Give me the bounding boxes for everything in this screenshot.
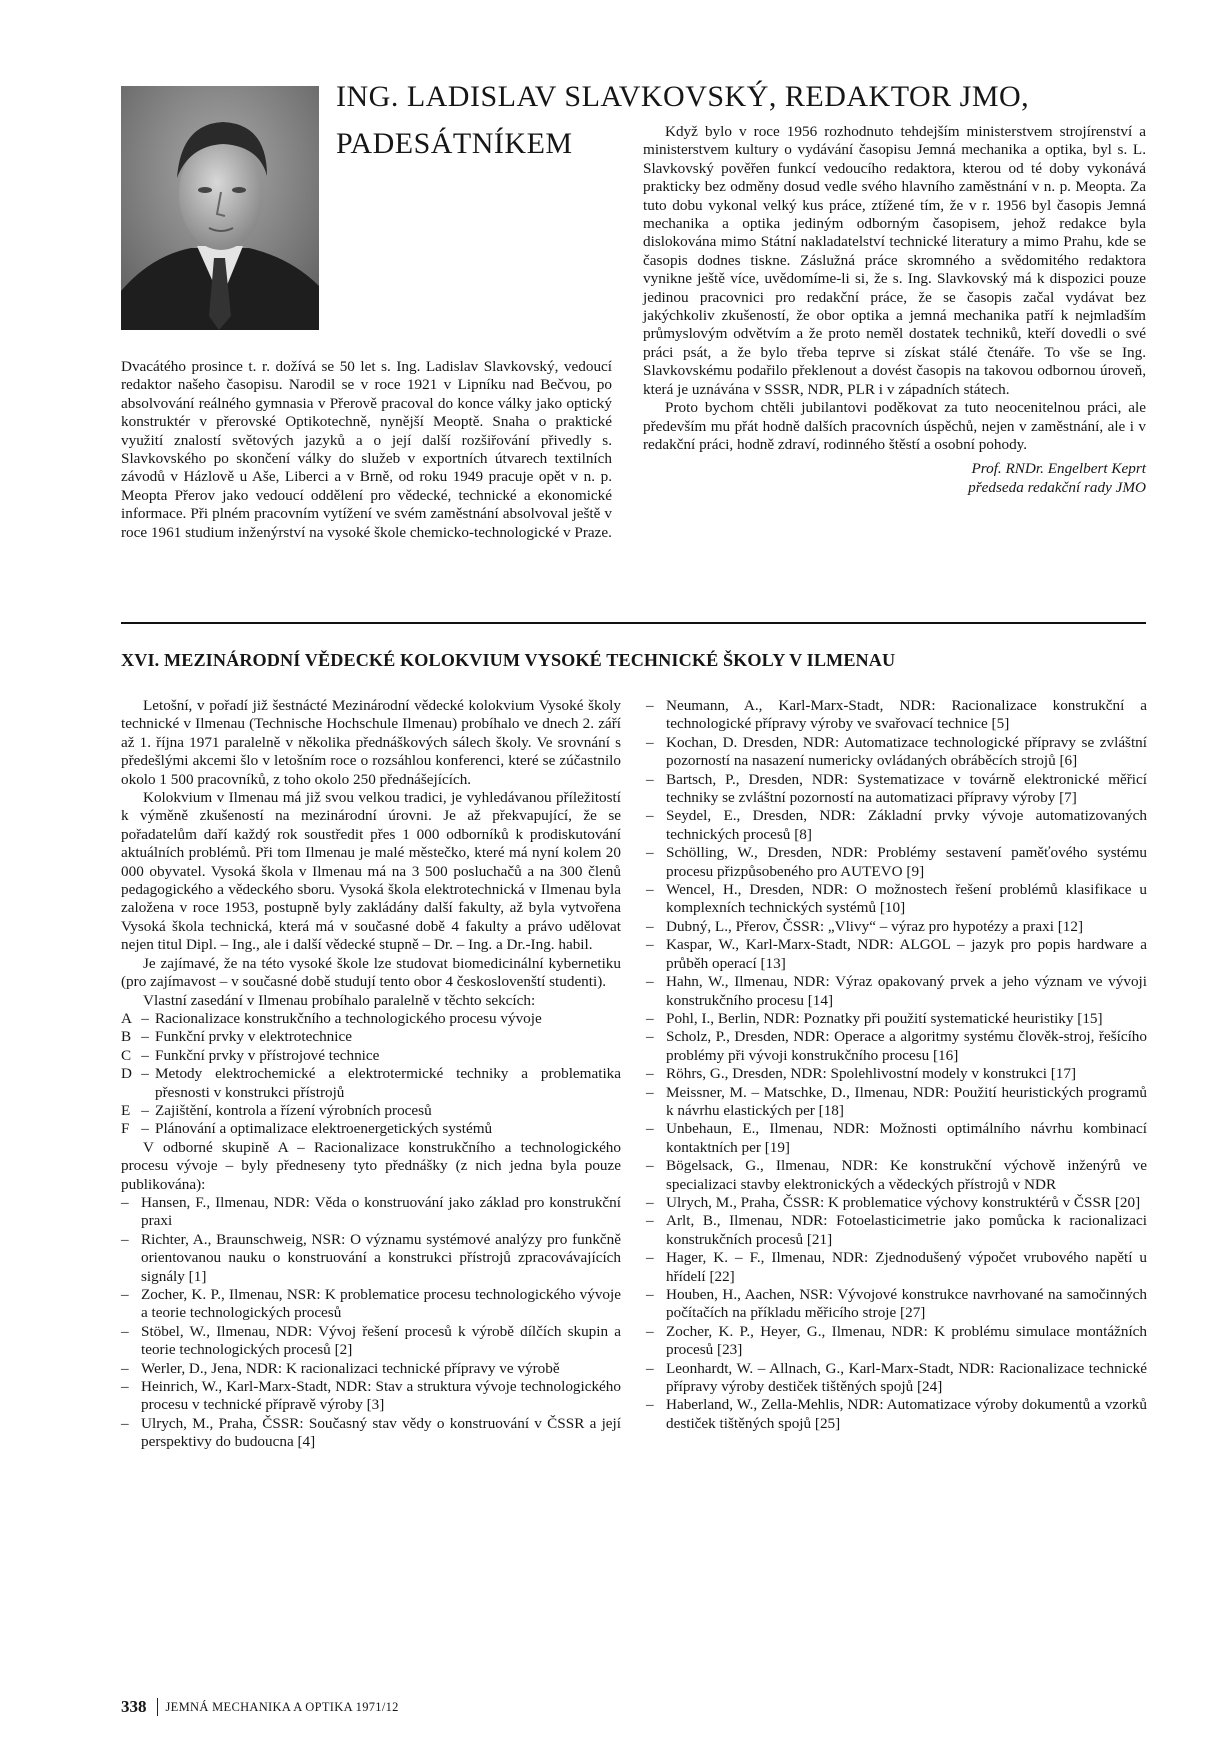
lecture-text: Arlt, B., Ilmenau, NDR: Fotoelasticimetrie jako pomůcka k racionalizaci konstrukčních procesů [21] xyxy=(666,1212,1147,1248)
lecture-text: Stöbel, W., Ilmenau, NDR: Vývoj řešení procesů k výrobě dílčích skupin a teorie technologických procesů [2] xyxy=(141,1322,621,1359)
lecture-text: Pohl, I., Berlin, NDR: Poznatky při použití systematické heuristiky [15] xyxy=(666,1009,1103,1027)
lecture-item: – Unbehaun, E., Ilmenau, NDR: Možnosti optimálního návrhu kombinací kontaktních per [19] xyxy=(646,1120,1147,1156)
lecture-item: – Wencel, H., Dresden, NDR: O možnostech řešení problémů klasifikace u komplexních technických systémů [10] xyxy=(646,881,1147,917)
lecture-text: Zocher, K. P., Ilmenau, NSR: K problematice procesu technologického vývoje a teorie technologických procesů xyxy=(141,1286,621,1322)
signature-name: Prof. RNDr. Engelbert Keprt xyxy=(971,460,1146,478)
lecture-item: – Bögelsack, G., Ilmenau, NDR: Ke konstrukční výchově inženýrů ve specializaci stavby elektronických a vědeckých přístrojů v NDR xyxy=(646,1157,1147,1193)
lecture-item: – Leonhardt, W. – Allnach, G., Karl-Marx-Stadt, NDR: Racionalizace technické přípravy výroby destiček tištěných spojů [24] xyxy=(646,1359,1147,1396)
section-text: Zajištění, kontrola a řízení výrobních procesů xyxy=(155,1101,432,1119)
lecture-text: Dubný, L., Přerov, ČSSR: „Vlivy“ – výraz pro hypotézy a praxi [12] xyxy=(666,917,1084,935)
lecture-text: Scholz, P., Dresden, NDR: Operace a algoritmy systému člověk-stroj, řešícího problémy při vývoji konstrukčního procesu [16] xyxy=(666,1028,1147,1064)
lecture-text: Heinrich, W., Karl-Marx-Stadt, NDR: Stav a struktura vývoje technologického procesu v technické přípravě výroby [3] xyxy=(141,1378,621,1414)
anniversary-left-column xyxy=(121,358,612,542)
section-key: C xyxy=(121,1046,132,1064)
section-text: Plánování a optimalizace elektroenergetických systémů xyxy=(155,1120,493,1138)
anniversary-paragraph-2: Proto bychom chtěli jubilantovi poděkovat za tuto neocenitelnou práci, ale především mu přát hodně dalších pracovních úspěchů, nejen v zaměstnání, ale i v redakční práci, hodně zdraví, rodinného štěstí a osobní pohody. xyxy=(643,399,1146,453)
colloquium-paragraph-4: Vlastní zasedání v Ilmenau probíhalo paralelně v těchto sekcích: xyxy=(143,991,536,1009)
colloquium-heading: XVI. MEZINÁRODNÍ VĚDECKÉ KOLOKVIUM VYSOKÉ TECHNICKÉ ŠKOLY V ILMENAU xyxy=(121,650,896,670)
article-title-line2: PADESÁTNÍKEM xyxy=(336,127,573,160)
lecture-item: – Arlt, B., Ilmenau, NDR: Fotoelasticimetrie jako pomůcka k racionalizaci konstrukčních procesů [21] xyxy=(646,1212,1147,1248)
portrait-photo xyxy=(121,86,319,330)
section-item: E – Zajištění, kontrola a řízení výrobních procesů xyxy=(121,1102,621,1120)
section-item: C – Funkční prvky v přístrojové technice xyxy=(121,1047,621,1065)
lecture-item: – Houben, H., Aachen, NSR: Vývojové konstrukce navrhované na samočinných počítačích na příkladu měřicího stroje [27] xyxy=(646,1286,1147,1322)
lecture-text: Werler, D., Jena, NDR: K racionalizaci technické přípravy ve výrobě xyxy=(141,1359,560,1377)
section-divider xyxy=(121,622,1146,624)
colloquium-paragraph-1: Letošní, v pořadí již šestnácté Mezinárodní vědecké kolokvium Vysoké školy technické v Ilmenau (Technische Hochschule Ilmenau) probíhalo ve dnech 2. září až 1. října 1971 paralelně v několika přednáškových sálech školy. Ve srovnání s předešlými akcemi šlo v letošním roce o rozsáhlou konferenci, které se zúčastnilo okolo 1 500 pracovníků, z toho okolo 250 přednášejících. xyxy=(121,697,621,788)
lecture-text: Hansen, F., Ilmenau, NDR: Věda o konstruování jako základ pro konstrukční praxi xyxy=(141,1193,621,1230)
lecture-item: – Meissner, M. – Matschke, D., Ilmenau, NDR: Použití heuristických programů k návrhu elastických per [18] xyxy=(646,1083,1147,1119)
lecture-list-left xyxy=(121,1194,621,1452)
lecture-item: – Werler, D., Jena, NDR: K racionalizaci technické přípravy ve výrobě xyxy=(121,1360,621,1378)
colloquium-paragraph-2: Kolokvium v Ilmenau má již svou velkou tradici, je vyhledávanou příležitostí k výměně zkušeností na mezinárodní úrovni. Je až překvapující, že se pořadatelům daří každý rok soustředit přes 1 000 odborníků k prodiskutování aktuálních problémů. Při tom Ilmenau je malé městečko, které má nyní kolem 20 000 obyvatel. Vysoká škola v Ilmenau má na 3 500 posluchačů a na 300 členů pedagogického a vědeckého sboru. Vysoká škola elektrotechnická v Ilmenau byla založena v roce 1953, postupně byly zakládány další fakulty, až byla vytvořena Vysoká škola technická, která má v současné době 4 fakulty a právo udělovat nejen titul Dipl. – Ing., ale i další vědecké stupně – Dr. – Ing. a Dr.-Ing. habil. xyxy=(121,789,621,954)
lecture-text: Wencel, H., Dresden, NDR: O možnostech řešení problémů klasifikace u komplexních technických systémů [10] xyxy=(666,881,1147,917)
journal-name: JEMNÁ MECHANIKA A OPTIKA 1971/12 xyxy=(165,1699,399,1714)
lecture-item: – Richter, A., Braunschweig, NSR: O významu systémové analýzy pro funkčně orientovanou nauku o konstruování a konstrukci přístrojů zpracovávajících signály [1] xyxy=(121,1230,621,1285)
section-text: Funkční prvky v přístrojové technice xyxy=(155,1046,380,1064)
section-text: Funkční prvky v elektrotechnice xyxy=(155,1028,352,1046)
section-item: D – Metody elektrochemické a elektrotermické techniky a problematika přesnosti v konstrukci přístrojů xyxy=(121,1065,621,1101)
lecture-text: Röhrs, G., Dresden, NDR: Spolehlivostní modely v konstrukci [17] xyxy=(666,1065,1077,1083)
lecture-item: – Schölling, W., Dresden, NDR: Problémy sestavení paměťového systému procesu přizpůsobeného pro AUTEVO [9] xyxy=(646,844,1147,880)
lecture-item: – Stöbel, W., Ilmenau, NDR: Vývoj řešení procesů k výrobě dílčích skupin a teorie technologických procesů [2] xyxy=(121,1322,621,1359)
lecture-item: – Heinrich, W., Karl-Marx-Stadt, NDR: Stav a struktura vývoje technologického procesu v technické přípravě výroby [3] xyxy=(121,1378,621,1414)
anniversary-intro-paragraph: Dvacátého prosince t. r. dožívá se 50 let s. Ing. Ladislav Slavkovský, vedoucí redaktor našeho časopisu. Narodil se v roce 1921 v Lipníku nad Bečvou, po absolvování reálného gymnasia v Přerově pracoval do konce války jako optický konstruktér v přerovské Optikotechně, nynější Meoptě. Snaha o praktické využití znalostí světových jazyků a o její další rozšiřování přivedly s. Slavkovského po skončení války do služeb v exportních útvarech textilních závodů v Házlově u Aše, Liberci a v Brně, od roku 1949 pracuje opět v n. p. Meopta Přerov jako vedoucí oddělení pro vědecké, technické a ekonomické informace. Při plném pracovním vytížení ve svém zaměstnání absolvoval ještě v roce 1961 studium inženýrství na vysoké škole chemicko-technologické v Praze. xyxy=(121,358,612,541)
section-item: F – Plánování a optimalizace elektroenergetických systémů xyxy=(121,1120,621,1138)
lecture-item: – Kochan, D. Dresden, NDR: Automatizace technologické přípravy se zvláštní pozorností na nasazení numericky ovládaných obráběcích strojů [6] xyxy=(646,733,1147,770)
lecture-text: Hager, K. – F., Ilmenau, NDR: Zjednodušený výpočet vrubového napětí u hřídelí [22] xyxy=(666,1249,1147,1285)
lecture-item: – Ulrych, M., Praha, ČSSR: Současný stav vědy o konstruování v ČSSR a její perspektivy do budoucna [4] xyxy=(121,1414,621,1451)
section-key: D xyxy=(121,1065,132,1083)
page-number: 338 xyxy=(121,1697,147,1716)
signature-block xyxy=(643,460,1146,497)
lecture-item: – Seydel, E., Dresden, NDR: Základní prvky vývoje automatizovaných technických procesů [8] xyxy=(646,807,1147,843)
colloquium-paragraph-3: Je zajímavé, že na této vysoké škole lze studovat biomedicinální kybernetiku (pro zajímavost – v současné době studují tento obor 4 českoslovenští studenti). xyxy=(121,954,621,991)
section-item: A – Racionalizace konstrukčního a technologického procesu vývoje xyxy=(121,1010,621,1028)
lecture-text: Hahn, W., Ilmenau, NDR: Výraz opakovaný prvek a jeho význam ve vývoji konstrukčního procesu [14] xyxy=(666,973,1147,1009)
section-text: Racionalizace konstrukčního a technologického procesu vývoje xyxy=(155,1009,542,1027)
lecture-text: Meissner, M. – Matschke, D., Ilmenau, NDR: Použití heuristických programů k návrhu elastických per [18] xyxy=(666,1083,1147,1119)
lecture-text: Zocher, K. P., Heyer, G., Ilmenau, NDR: K problému simulace montážních procesů [23] xyxy=(666,1322,1147,1359)
lecture-item: – Hahn, W., Ilmenau, NDR: Výraz opakovaný prvek a jeho význam ve vývoji konstrukčního procesu [14] xyxy=(646,973,1147,1009)
lecture-text: Neumann, A., Karl-Marx-Stadt, NDR: Racionalizace konstrukční a technologické přípravy výroby ve svařovací technice [5] xyxy=(666,697,1147,733)
lecture-text: Bögelsack, G., Ilmenau, NDR: Ke konstrukční výchově inženýrů ve specializaci stavby elektronických a vědeckých přístrojů v NDR xyxy=(666,1157,1147,1193)
lecture-text: Ulrych, M., Praha, ČSSR: Současný stav vědy o konstruování v ČSSR a její perspektivy do budoucna [4] xyxy=(141,1414,621,1451)
footer-separator xyxy=(157,1698,158,1716)
colloquium-left-column xyxy=(121,697,621,1452)
page-footer xyxy=(121,1697,399,1717)
lecture-item: – Haberland, W., Zella-Mehlis, NDR: Automatizace výroby dokumentů a vzorků destiček tištěných spojů [25] xyxy=(646,1396,1147,1432)
lecture-text: Kaspar, W., Karl-Marx-Stadt, NDR: ALGOL – jazyk pro popis hardware a průběh operací [13] xyxy=(666,936,1147,972)
section-key: A xyxy=(121,1009,132,1027)
lecture-text: Schölling, W., Dresden, NDR: Problémy sestavení paměťového systému procesu přizpůsobeného pro AUTEVO [9] xyxy=(666,844,1147,880)
section-text: Metody elektrochemické a elektrotermické techniky a problematika přesnosti v konstrukci přístrojů xyxy=(155,1065,621,1101)
lecture-list-right xyxy=(646,697,1147,1433)
signature-role: předseda redakční rady JMO xyxy=(968,478,1146,496)
anniversary-right-column xyxy=(643,123,1146,497)
anniversary-paragraph-1: Když bylo v roce 1956 rozhodnuto tehdejším ministerstvem strojírenství a ministerstvem kultury o vydávání časopisu Jemná mechanika a optika, byl s. L. Slavkovský pověřen funkcí vedoucího redaktora, kterou od té doby vykonává prakticky bez odměny dosud vedle svého hlavního zaměstnání v n. p. Meopta. Za tuto dobu vykonal velký kus práce, ztížené tím, že v r. 1956 byl časopis Jemná mechanika a optika jediným odborným časopisem, jehož redakce byla dislokována mimo Státní nakladatelství technické literatury a mimo Prahu, kde se časopis dodnes tiskne. Záslužná práce skromného a svědomitého redaktora vynikne ještě více, uvědomíme-li si, že s. Ing. Slavkovský má k dispozici pouze jedinou pracovnici pro redakční práce, že se časopis začal vydávat bez jakýchkoliv zkušeností, že obor optika a jemná mechanika patří k nejmladším průmyslovým odvětvím a že proto neměl dostatek techniků, kteří dovedli o své práci psát, a že bylo třeba teprve si získat stálé čtenáře. To vše se Ing. Slavkovskému podařilo překlenout a dovést časopis na takovou odbornou úroveň, která je uznávána v SSSR, NDR, PLR i v západních státech. xyxy=(643,123,1146,398)
lecture-item: – Bartsch, P., Dresden, NDR: Systematizace v továrně elektronické měřicí techniky se zvláštní pozorností na automatizaci přípravy výroby [7] xyxy=(646,770,1147,807)
article-title-line1: ING. LADISLAV SLAVKOVSKÝ, REDAKTOR JMO, xyxy=(336,80,1030,113)
section-key: E xyxy=(121,1101,131,1119)
lecture-text: Houben, H., Aachen, NSR: Vývojové konstrukce navrhované na samočinných počítačích na příkladu měřicího stroje [27] xyxy=(666,1286,1147,1322)
lecture-item: – Hansen, F., Ilmenau, NDR: Věda o konstruování jako základ pro konstrukční praxi xyxy=(121,1193,621,1230)
colloquium-right-column xyxy=(646,697,1147,1433)
lecture-item: – Röhrs, G., Dresden, NDR: Spolehlivostní modely v konstrukci [17] xyxy=(646,1065,1147,1083)
lecture-text: Bartsch, P., Dresden, NDR: Systematizace v továrně elektronické měřicí techniky se zvláštní pozorností na automatizaci přípravy výroby [7] xyxy=(666,770,1147,807)
sections-list xyxy=(121,1010,621,1139)
lecture-item: – Neumann, A., Karl-Marx-Stadt, NDR: Racionalizace konstrukční a technologické přípravy výroby ve svařovací technice [5] xyxy=(646,697,1147,733)
lecture-text: Haberland, W., Zella-Mehlis, NDR: Automatizace výroby dokumentů a vzorků destiček tištěných spojů [25] xyxy=(666,1396,1147,1432)
section-item: B – Funkční prvky v elektrotechnice xyxy=(121,1028,621,1046)
section-key: B xyxy=(121,1028,132,1046)
lecture-item: – Scholz, P., Dresden, NDR: Operace a algoritmy systému člověk-stroj, řešícího problémy při vývoji konstrukčního procesu [16] xyxy=(646,1028,1147,1064)
lecture-item: – Ulrych, M., Praha, ČSSR: K problematice výchovy konstruktérů v ČSSR [20] xyxy=(646,1194,1147,1212)
lecture-item: – Dubný, L., Přerov, ČSSR: „Vlivy“ – výraz pro hypotézy a praxi [12] xyxy=(646,918,1147,936)
lecture-item: – Pohl, I., Berlin, NDR: Poznatky při použití systematické heuristiky [15] xyxy=(646,1010,1147,1028)
lecture-text: Ulrych, M., Praha, ČSSR: K problematice výchovy konstruktérů v ČSSR [20] xyxy=(666,1193,1141,1211)
lecture-item: – Kaspar, W., Karl-Marx-Stadt, NDR: ALGOL – jazyk pro popis hardware a průběh operací [13] xyxy=(646,936,1147,972)
lecture-text: Leonhardt, W. – Allnach, G., Karl-Marx-Stadt, NDR: Racionalizace technické přípravy výroby destiček tištěných spojů [24] xyxy=(666,1359,1147,1396)
lecture-item: – Zocher, K. P., Ilmenau, NSR: K problematice procesu technologického vývoje a teorie technologických procesů xyxy=(121,1286,621,1322)
colloquium-paragraph-5: V odborné skupině A – Racionalizace konstrukčního a technologického procesu vývoje – byly předneseny tyto přednášky (z nich jedna byla pouze publikována): xyxy=(121,1138,621,1193)
section-key: F xyxy=(121,1120,130,1138)
lecture-text: Seydel, E., Dresden, NDR: Základní prvky vývoje automatizovaných technických procesů [8] xyxy=(666,807,1147,843)
lecture-text: Unbehaun, E., Ilmenau, NDR: Možnosti optimálního návrhu kombinací kontaktních per [19] xyxy=(666,1120,1147,1156)
lecture-text: Kochan, D. Dresden, NDR: Automatizace technologické přípravy se zvláštní pozorností na nasazení numericky ovládaných obráběcích strojů [6] xyxy=(666,733,1147,770)
lecture-item: – Zocher, K. P., Heyer, G., Ilmenau, NDR: K problému simulace montážních procesů [23] xyxy=(646,1322,1147,1359)
lecture-item: – Hager, K. – F., Ilmenau, NDR: Zjednodušený výpočet vrubového napětí u hřídelí [22] xyxy=(646,1249,1147,1285)
lecture-text: Richter, A., Braunschweig, NSR: O významu systémové analýzy pro funkčně orientovanou nauku o konstruování a konstrukci přístrojů zpracovávajících signály [1] xyxy=(141,1230,621,1285)
